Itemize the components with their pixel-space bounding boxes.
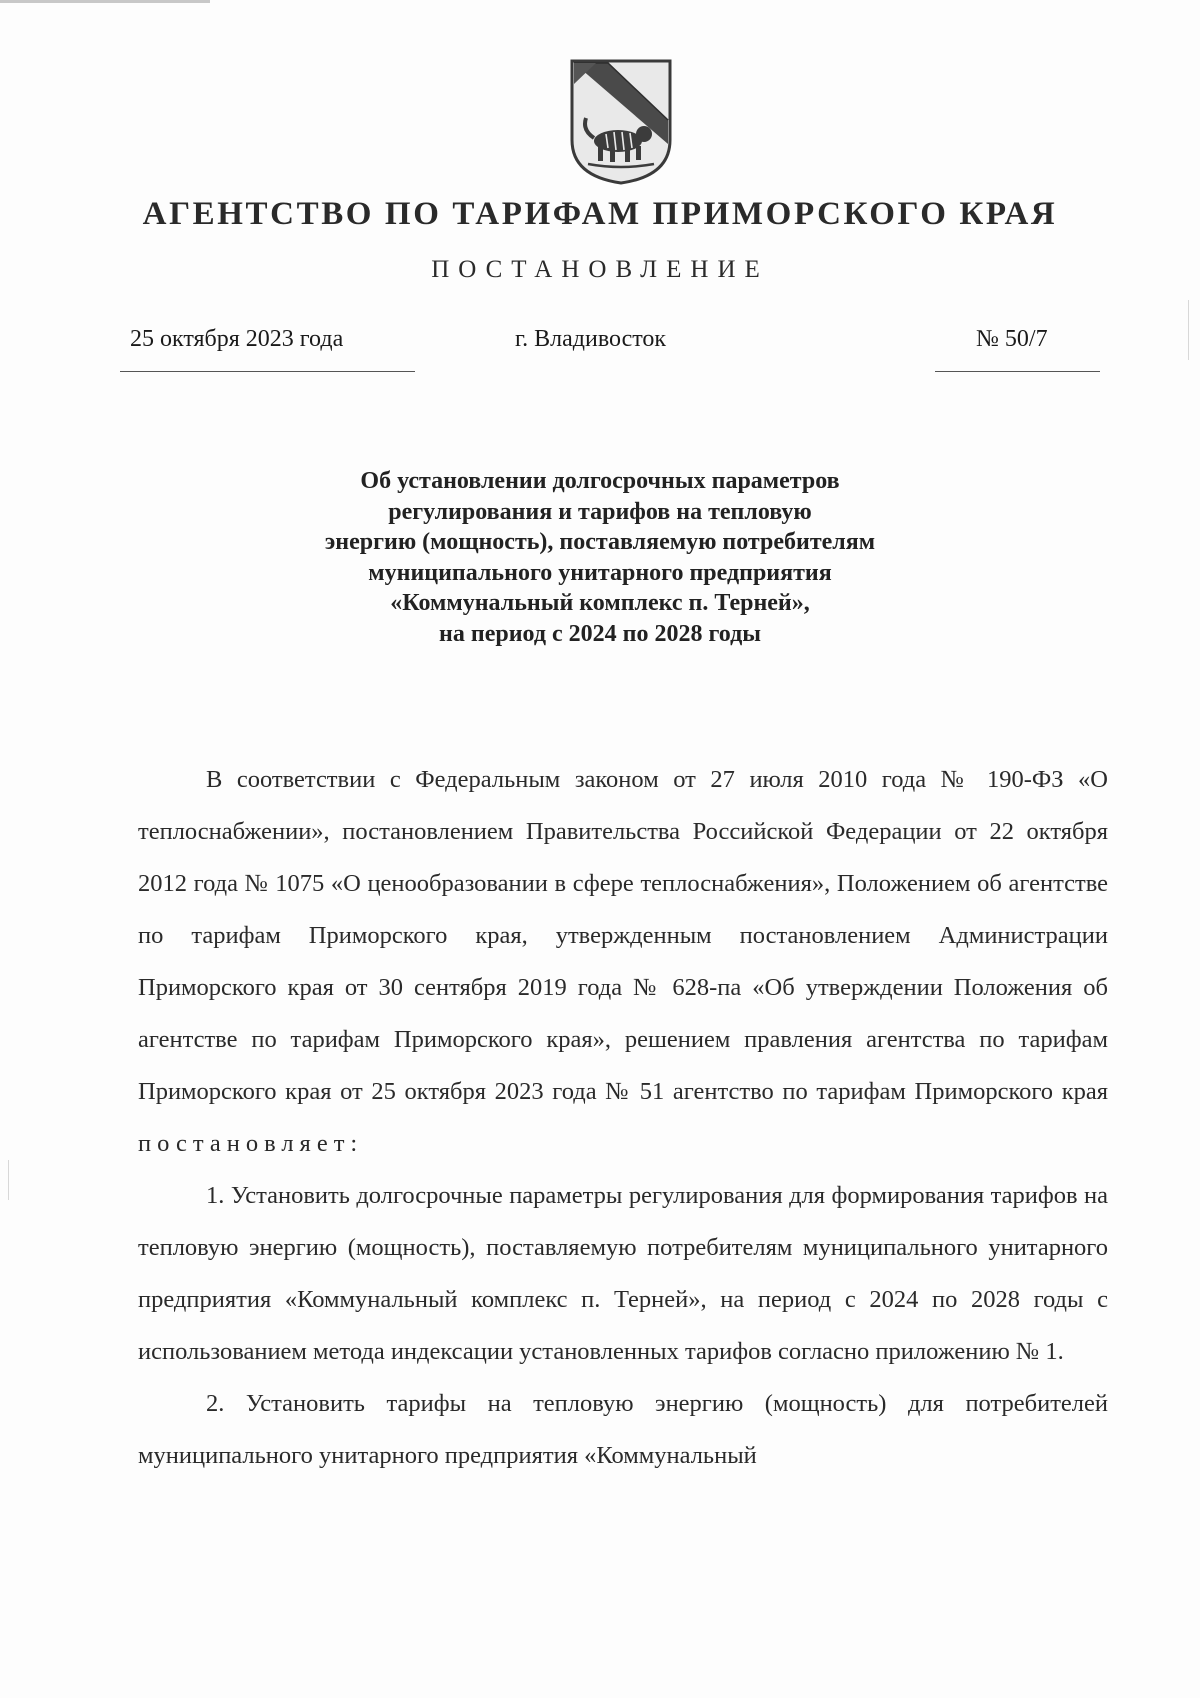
subject-line: энергию (мощность), поставляемую потребителям [324,529,876,555]
scan-edge [0,0,210,3]
subject-line: Об установлении долгосрочных параметров [360,468,840,494]
document-type: ПОСТАНОВЛЕНИЕ [431,256,769,283]
date-underline [120,371,415,372]
subject-line: регулирования и тарифов на тепловую [388,498,812,525]
resolves-colon: : [350,1130,358,1157]
document-subject [250,466,950,649]
agency-title: АГЕНТСТВО ПО ТАРИФАМ ПРИМОРСКОГО КРАЯ [142,196,1058,232]
preamble-paragraph [138,754,1108,1170]
document-number: № 50/7 [976,326,1048,352]
coat-of-arms-icon [568,58,674,186]
document-city: г. Владивосток [515,326,667,352]
document-date: 25 октября 2023 года [130,326,344,352]
scan-margin-mark [1188,300,1189,360]
subject-line: муниципального унитарного предприятия [368,559,832,586]
preamble-text: В соответствии с Федеральным законом от 27 июля 2010 года № 190-ФЗ «О теплоснабжении», постановлением Правительства Российской Федерации от 22 октября 2012 года № 1075 «О ценообразовании в сфере теплоснабжения», Положением об агентстве по тарифам Приморского края, утвержденным постановлением Администрации Приморского края от 30 сентября 2019 года № 628-па «Об утверждении Положения об агентстве по тарифам Приморского края», решением правления агентства по тарифам Приморского края от 25 октября 2023 года № 51 агентство по тарифам Приморского края [138,766,1108,1105]
number-underline [935,371,1100,372]
document-body [138,754,1108,1482]
item-2-paragraph: 2. Установить тарифы на тепловую энергию (мощность) для потребителей муниципального унитарного предприятия «Коммунальный [138,1390,1108,1469]
item-1-paragraph: 1. Установить долгосрочные параметры регулирования для формирования тарифов на тепловую энергию (мощность), поставляемую потребителям муниципального унитарного предприятия «Коммунальный комплекс п. Терней», на период с 2024 по 2028 годы с использованием метода индексации установленных тарифов согласно приложению № 1. [138,1182,1108,1365]
subject-line: «Коммунальный комплекс п. Терней», [390,590,810,616]
scan-margin-mark [8,1160,9,1200]
resolves-word: постановляет [138,1130,351,1157]
subject-line: на период с 2024 по 2028 годы [439,620,761,647]
